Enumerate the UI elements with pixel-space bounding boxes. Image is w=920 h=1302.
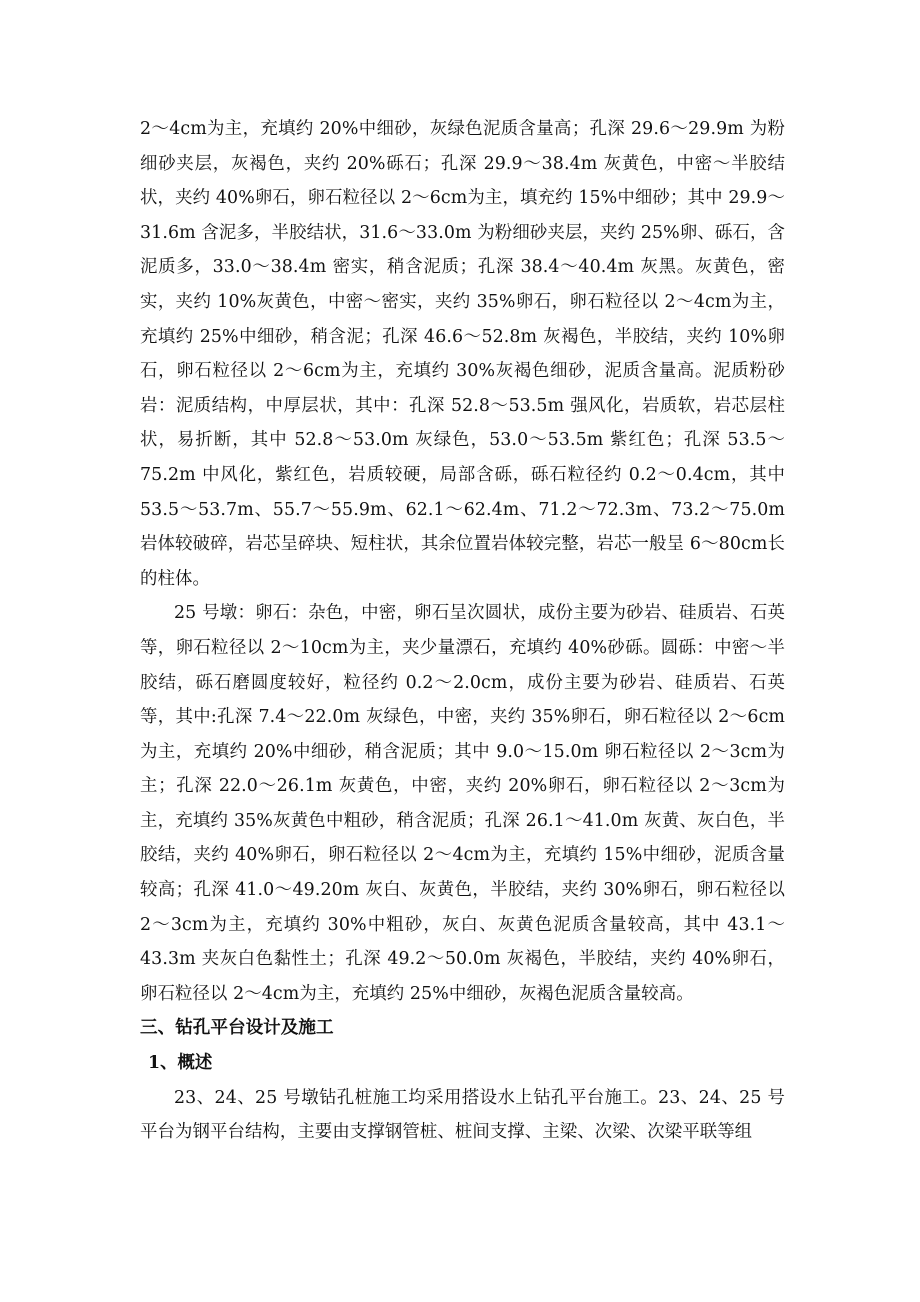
section-heading: 三、钻孔平台设计及施工	[140, 1018, 334, 1039]
document-body	[140, 112, 785, 1150]
geology-paragraph-continued: 2～4cm为主，充填约 20%中细砂，灰绿色泥质含量高；孔深 29.6～29.9m 为粉细砂夹层，灰褐色，夹约 20%砾石；孔深 29.9～38.4m 灰黄色，中密～半胶结状，夹约 40%卵石，卵石粒径以 2～6cm为主，填充约 15%中细砂；其中 29.9～31.6m 含泥多，半胶结状，31.6～33.0m 为粉细砂夹层，夹约 25%卵、砾石，含泥质多，33.0～38.4m 密实，稍含泥质；孔深 38.4～40.4m 灰黑。灰黄色，密实，夹约 10%灰黄色，中密～密实，夹约 35%卵石，卵石粒径以 2～4cm为主，充填约 25%中细砂，稍含泥；孔深 46.6～52.8m 灰褐色，半胶结，夹约 10%卵石，卵石粒径以 2～6cm为主，充填约 30%灰褐色细砂，泥质含量高。泥质粉砂岩：泥质结构，中厚层状，其中：孔深 52.8～53.5m 强风化，岩质软，岩芯层柱状，易折断，其中 52.8～53.0m 灰绿色，53.0～53.5m 紫红色；孔深 53.5～75.2m 中风化，紫红色，岩质较硬，局部含砾，砾石粒径约 0.2～0.4cm，其中 53.5～53.7m、55.7～55.9m、62.1～62.4m、71.2～72.3m、73.2～75.0m 岩体较破碎，岩芯呈碎块、短柱状，其余位置岩体较完整，岩芯一般呈 6～80cm长的柱体。	[140, 119, 785, 589]
overview-paragraph: 23、24、25 号墩钻孔桩施工均采用搭设水上钻孔平台施工。23、24、25 号平台为钢平台结构，主要由支撑钢管桩、桩间支撑、主梁、次梁、次梁平联等组	[140, 1087, 785, 1143]
subsection-heading: 1、概述	[148, 1053, 213, 1074]
pier-25-geology-paragraph: 25 号墩：卵石：杂色，中密，卵石呈次圆状，成份主要为砂岩、硅质岩、石英等，卵石粒径以 2～10cm为主，夹少量漂石，充填约 40%砂砾。圆砾：中密～半胶结，砾石磨圆度较好，粒径约 0.2～2.0cm，成份主要为砂岩、硅质岩、石英等，其中:孔深 7.4～22.0m 灰绿色，中密，夹约 35%卵石，卵石粒径以 2～6cm为主，充填约 20%中细砂，稍含泥质；其中 9.0～15.0m 卵石粒径以 2～3cm为主；孔深 22.0～26.1m 灰黄色，中密，夹约 20%卵石，卵石粒径以 2～3cm为主，充填约 35%灰黄色中粗砂，稍含泥质；孔深 26.1～41.0m 灰黄、灰白色，半胶结，夹约 40%卵石，卵石粒径以 2～4cm为主，充填约 15%中细砂，泥质含量较高；孔深 41.0～49.20m 灰白、灰黄色，半胶结，夹约 30%卵石，卵石粒径以 2～3cm为主，充填约 30%中粗砂，灰白、灰黄色泥质含量较高，其中 43.1～43.3m 夹灰白色黏性土；孔深 49.2～50.0m 灰褐色，半胶结，夹约 40%卵石，卵石粒径以 2～4cm为主，充填约 25%中细砂，灰褐色泥质含量较高。	[140, 603, 785, 1004]
